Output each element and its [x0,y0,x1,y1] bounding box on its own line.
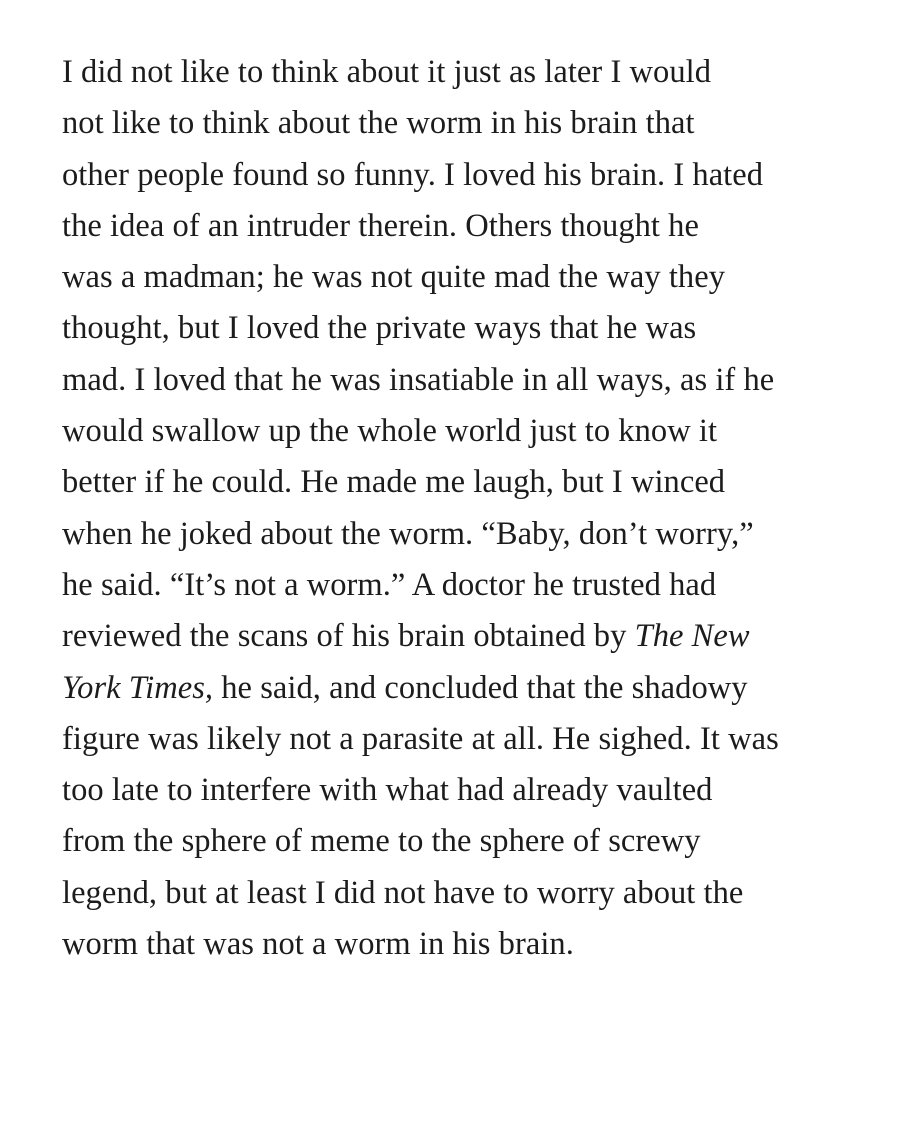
text-line [62,252,915,303]
text-line [62,663,915,714]
text-segment: was a madman; he was not quite mad the way they [62,259,725,296]
text-segment: from the sphere of meme to the sphere of screwy [62,823,701,860]
text-segment: mad. I loved that he was insatiable in all ways, as if he [62,361,775,398]
text-line [62,714,915,765]
text-line [62,201,915,252]
text-segment: the idea of an intruder therein. Others thought he [62,207,699,244]
text-segment: better if he could. He made me laugh, but I winced [62,464,726,501]
text-line [62,457,915,508]
text-line [62,868,915,919]
text-segment: reviewed the scans of his brain obtained by [62,618,635,655]
text-line [62,98,915,149]
text-line [62,611,915,662]
text-segment: too late to interfere with what had already vaulted [62,772,713,809]
text-line [62,150,915,201]
text-line [62,406,915,457]
text-line [62,303,915,354]
text-segment: I did not like to think about it just as later I would [62,54,712,90]
text-segment: thought, but I loved the private ways that he was [62,310,697,347]
text-line [62,355,915,406]
text-segment: figure was likely not a parasite at all. He sighed. It was [62,720,779,757]
text-line [62,47,915,98]
text-segment: other people found so funny. I loved his brain. I hated [62,156,764,193]
body-paragraph [62,47,915,970]
italic-text-segment: York Times, [62,669,214,706]
italic-text-segment: The New [634,618,750,655]
text-line [62,816,915,867]
text-line [62,765,915,816]
text-line [62,919,915,970]
text-segment: would swallow up the whole world just to know it [62,413,718,450]
text-segment: worm that was not a worm in his brain. [62,926,574,963]
text-line [62,509,915,560]
text-segment: he said. “It’s not a worm.” A doctor he trusted had [62,566,717,603]
text-segment: when he joked about the worm. “Baby, don’t worry,” [62,515,754,552]
text-segment: legend, but at least I did not have to worry about the [62,874,744,911]
text-segment: not like to think about the worm in his brain that [62,105,695,142]
text-line [62,560,915,611]
text-segment: he said, and concluded that the shadowy [213,669,748,706]
